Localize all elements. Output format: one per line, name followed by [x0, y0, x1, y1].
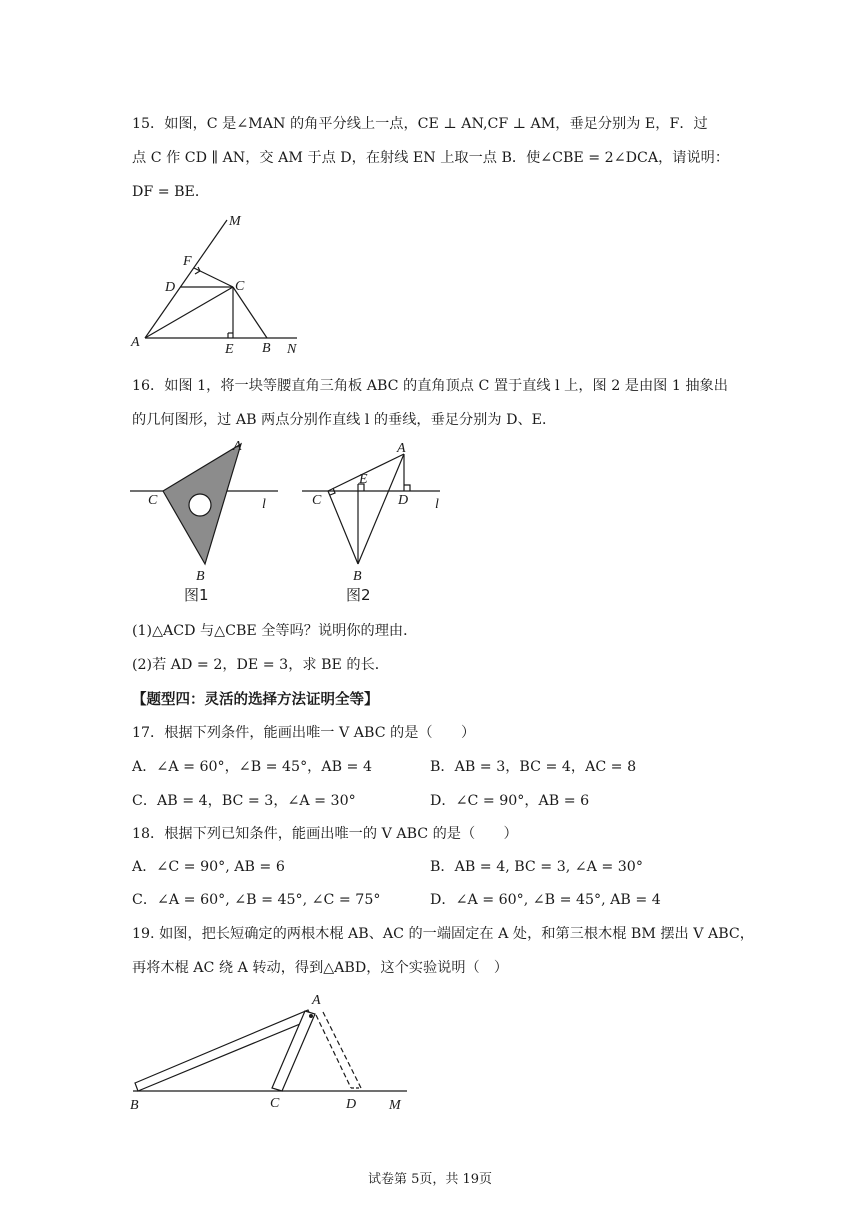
segment-ab — [358, 454, 404, 564]
q17-option-c: C．AB = 4，BC = 3，∠A = 30° — [132, 793, 356, 809]
q17-option-b: B．AB = 3，BC = 4，AC = 8 — [430, 759, 637, 775]
segment-cb2 — [328, 491, 358, 564]
q15-line1: 15．如图，C 是∠MAN 的角平分线上一点，CE ⊥ AN,CF ⊥ AM，垂足分别为 E，F．过 — [132, 116, 708, 132]
q19-label-m: M — [389, 1098, 401, 1113]
fig1-label-l: l — [262, 497, 266, 512]
fig1-caption: 图1 — [184, 586, 209, 604]
page-footer: 试卷第 5页，共 19页 — [367, 1172, 493, 1187]
q19-line1: 19. 如图，把长短确定的两根木棍 AB、AC 的一端固定在 A 处，和第三根木棍 BM 摆出 V ABC， — [132, 926, 754, 942]
label-a: A — [131, 335, 140, 350]
section-heading: 【题型四：灵活的选择方法证明全等】 — [132, 692, 379, 708]
label-e: E — [225, 342, 234, 357]
label-m: M — [229, 214, 241, 229]
bisector-ac — [145, 287, 233, 338]
q17-stem: 17．根据下列条件，能画出唯一 V ABC 的是（ ） — [132, 725, 476, 741]
q15-line3: DF = BE． — [132, 184, 210, 200]
fig2-label-c: C — [312, 493, 322, 508]
pivot-dot — [309, 1014, 313, 1018]
ray-am — [145, 220, 227, 338]
label-f: F — [183, 254, 192, 269]
q17-option-d: D．∠C = 90°，AB = 6 — [430, 793, 590, 809]
fig1-label-a: A — [233, 439, 242, 454]
segment-cb — [233, 287, 267, 338]
fig2-label-b: B — [353, 569, 362, 584]
q16-figure2 — [300, 434, 460, 604]
fig2-label-d: D — [398, 493, 409, 508]
q19-label-a: A — [312, 993, 321, 1008]
q19-figure — [125, 990, 425, 1115]
q19-label-b: B — [130, 1098, 139, 1113]
fig2-label-l: l — [435, 497, 439, 512]
q18-option-c: C．∠A = 60°, ∠B = 45°, ∠C = 75° — [132, 892, 381, 908]
q18-option-d: D．∠A = 60°, ∠B = 45°, AB = 4 — [430, 892, 661, 908]
q17-option-a: A．∠A = 60°，∠B = 45°，AB = 4 — [132, 759, 372, 775]
q16-figure1 — [128, 434, 288, 604]
q15-line2: 点 C 作 CD ∥ AN，交 AM 于点 D，在射线 EN 上取一点 B．使∠CBE = 2∠DCA，请说明： — [132, 150, 730, 166]
label-b: B — [262, 341, 271, 356]
label-n: N — [287, 342, 297, 357]
stick-ad-edge2 — [323, 1012, 361, 1088]
q19-label-d: D — [346, 1097, 357, 1112]
fig2-caption: 图2 — [346, 586, 371, 604]
fig2-label-e: E — [359, 472, 368, 487]
q16-sub1: (1)△ACD 与△CBE 全等吗？说明你的理由． — [132, 623, 418, 639]
fig2-label-a: A — [397, 441, 406, 456]
q19-line2: 再将木棍 AC 绕 A 转动，得到△ABD，这个实验说明（ ） — [132, 960, 509, 976]
fig1-label-c: C — [148, 493, 158, 508]
q16-sub2: (2)若 AD = 2，DE = 3，求 BE 的长． — [132, 657, 389, 673]
stick-ad-edge1 — [316, 1015, 351, 1088]
fig1-label-b: B — [196, 569, 205, 584]
board-hole — [189, 494, 211, 516]
q15-figure — [125, 210, 315, 360]
q18-stem: 18．根据下列已知条件，能画出唯一的 V ABC 的是（ ） — [132, 826, 518, 842]
label-c: C — [235, 279, 245, 294]
q18-option-a: A．∠C = 90°, AB = 6 — [132, 859, 285, 875]
q16-line1: 16．如图 1，将一块等腰直角三角板 ABC 的直角顶点 C 置于直线 l 上，图 2 是由图 1 抽象出 — [132, 378, 728, 394]
q16-line2: 的几何图形，过 AB 两点分别作直线 l 的垂线，垂足分别为 D、E． — [132, 412, 557, 428]
q18-option-b: B．AB = 4, BC = 3, ∠A = 30° — [430, 859, 643, 875]
label-d: D — [165, 280, 176, 295]
q19-label-c: C — [270, 1096, 280, 1111]
